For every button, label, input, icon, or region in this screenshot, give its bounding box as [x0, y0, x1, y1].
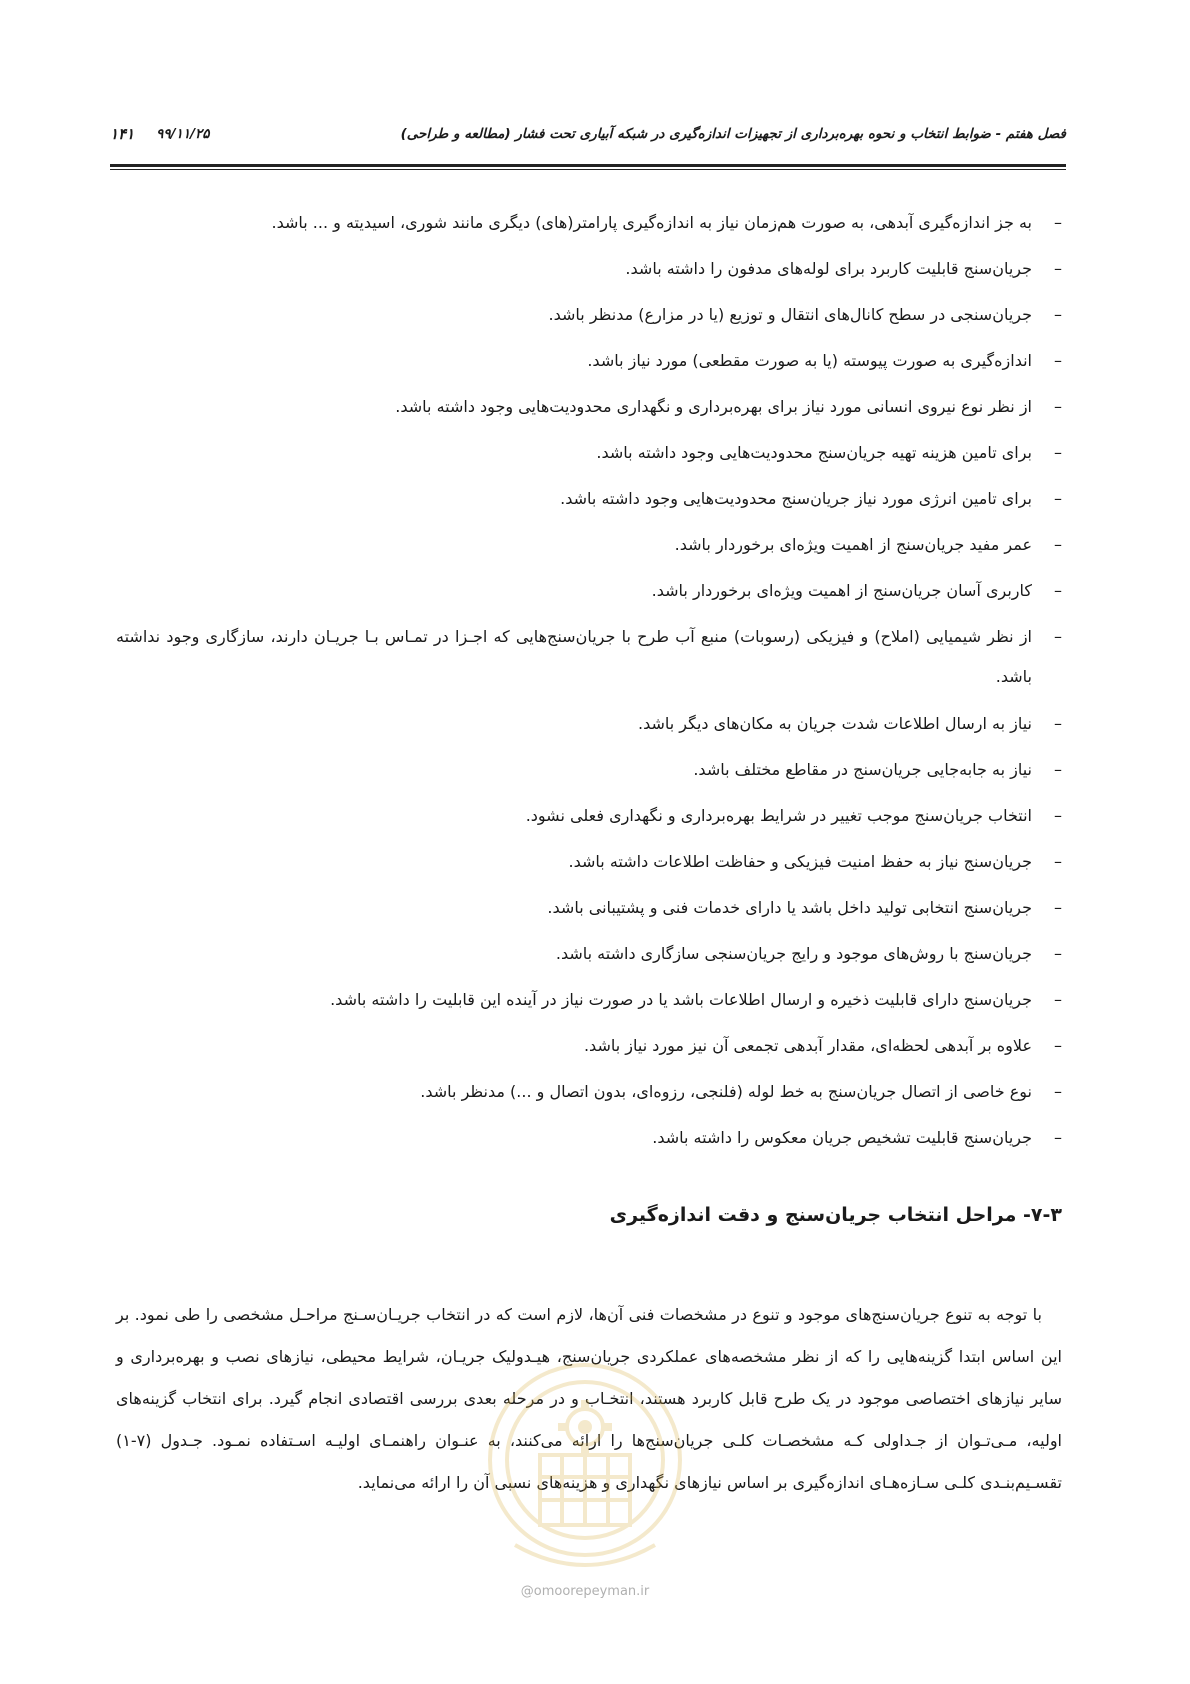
bullet-dash-icon: – — [1054, 1128, 1062, 1147]
section-heading: ۷-۳- مراحل انتخاب جریان‌سنج و دقت اندازه‌گیری — [609, 1204, 1062, 1226]
bullet-dash-icon: – — [1054, 305, 1062, 324]
bullet-item — [116, 805, 1062, 827]
bullet-dash-icon: – — [1054, 806, 1062, 825]
bullet-text: نیاز به ارسال اطلاعات شدت جریان به مکان‌های دیگر باشد. — [638, 714, 1032, 733]
bullet-item — [116, 442, 1062, 464]
bullet-text: از نظر نوع نیروی انسانی مورد نیاز برای بهره‌برداری و نگهداری محدودیت‌هایی وجود داشته باشد. — [395, 397, 1032, 416]
bullet-dash-icon: – — [1054, 898, 1062, 917]
criteria-bullet-list — [116, 212, 1062, 1173]
bullet-item — [116, 304, 1062, 326]
bullet-item — [116, 534, 1062, 556]
bullet-text: نیاز به جابه‌جایی جریان‌سنج در مقاطع مختلف باشد. — [693, 760, 1032, 779]
bullet-dash-icon: – — [1054, 760, 1062, 779]
bullet-text: کاربری آسان جریان‌سنج از اهمیت ویژه‌ای برخوردار باشد. — [651, 581, 1032, 600]
bullet-dash-icon: – — [1054, 351, 1062, 370]
bullet-item — [116, 212, 1062, 234]
bullet-dash-icon: – — [1054, 213, 1062, 232]
header-title: فصل هفتم - ضوابط انتخاب و نحوه بهره‌برداری از تجهیزات اندازه‌گیری در شبکه آبیاری تحت فشار (مطالعه و طراحی) — [400, 126, 1066, 142]
bullet-item — [116, 580, 1062, 602]
bullet-dash-icon: – — [1054, 1082, 1062, 1101]
bullet-text: اندازه‌گیری به صورت پیوسته (یا به صورت مقطعی) مورد نیاز باشد. — [587, 351, 1032, 370]
bullet-text: جریان‌سنج انتخابی تولید داخل باشد یا دارای خدمات فنی و پشتیبانی باشد. — [547, 898, 1032, 917]
page-number: ۱۴۱ — [110, 125, 135, 143]
bullet-text: انتخاب جریان‌سنج موجب تغییر در شرایط بهره‌برداری و نگهداری فعلی نشود. — [525, 806, 1032, 825]
bullet-dash-icon: – — [1054, 990, 1062, 1009]
bullet-dash-icon: – — [1054, 397, 1062, 416]
bullet-text: جریان‌سنجی در سطح کانال‌های انتقال و توزیع (یا در مزارع) مدنظر باشد. — [548, 305, 1032, 324]
header-divider — [110, 164, 1066, 170]
bullet-item — [116, 488, 1062, 510]
bullet-item — [116, 1081, 1062, 1103]
bullet-dash-icon: – — [1054, 1036, 1062, 1055]
bullet-text: از نظر شیمیایی (املاح) و فیزیکی (رسوبات) منبع آب طرح با جریان‌سنج‌هایی که اجـزا در تمـاس بـا جریـان دارند، سازگاری وجود نداشته باشد. — [116, 627, 1032, 686]
bullet-text: به جز اندازه‌گیری آبدهی، به صورت هم‌زمان نیاز به اندازه‌گیری پارامتر(های) دیگری مانند شوری، اسیدیته و ... باشد. — [271, 213, 1032, 232]
bullet-text: علاوه بر آبدهی لحظه‌ای، مقدار آبدهی تجمعی آن نیز مورد نیاز باشد. — [583, 1036, 1032, 1055]
bullet-dash-icon: – — [1054, 714, 1062, 733]
bullet-dash-icon: – — [1054, 944, 1062, 963]
body-paragraph: با توجه به تنوع جریان‌سنج‌های موجود و تنوع در مشخصات فنی آن‌ها، لازم است که در انتخاب جریـان‌سـنج مراحـل مشخصی را طی نمود. بر این اساس ابتدا گزینه‌هایی را که از نظر مشخصه‌های عملکردی جریان‌سنج، هیـدولیک جریـان، شرایط محیطی، نیازهای نصب و بهره‌برداری و سایر نیازهای اختصاصی موجود در یک طرح قابل کاربرد هستند، انتخـاب و در مرحله بعدی بررسی اقتصادی انجام گیرد. برای انتخاب گزینه‌های اولیه، مـی‌تـوان از جـداولی کـه مشخصـات کلـی جریان‌سنج‌ها را ارائه می‌کنند، به عنـوان راهنمـای اولیـه اسـتفاده نمـود. جـدول (۷-۱) تقسـیم‌بنـدی کلـی سـازه‌هـای اندازه‌گیری بر اساس نیازهای نگهداری و هزینه‌های نسبی آن را ارائه می‌نماید. — [116, 1305, 1062, 1492]
bullet-item — [116, 396, 1062, 418]
bullet-item — [116, 851, 1062, 873]
bullet-dash-icon: – — [1054, 259, 1062, 278]
bullet-item — [116, 897, 1062, 919]
bullet-text: جریان‌سنج نیاز به حفظ امنیت فیزیکی و حفاظت اطلاعات داشته باشد. — [568, 852, 1032, 871]
bullet-item — [116, 1127, 1062, 1149]
running-header — [110, 125, 1066, 143]
bullet-text: نوع خاصی از اتصال جریان‌سنج به خط لوله (فلنجی، رزوه‌ای، بدون اتصال و ...) مدنظر باشد. — [420, 1082, 1032, 1101]
bullet-item — [116, 617, 1062, 697]
bullet-item — [116, 943, 1062, 965]
bullet-dash-icon: – — [1054, 627, 1062, 646]
header-date: ۹۹/۱۱/۲۵ — [156, 126, 210, 142]
bullet-text: جریان‌سنج دارای قابلیت ذخیره و ارسال اطلاعات باشد یا در صورت نیاز در آینده این قابلیت را داشته باشد. — [330, 990, 1032, 1009]
bullet-text: جریان‌سنج با روش‌های موجود و رایج جریان‌سنجی سازگاری داشته باشد. — [555, 944, 1032, 963]
bullet-text: عمر مفید جریان‌سنج از اهمیت ویژه‌ای برخوردار باشد. — [674, 535, 1032, 554]
bullet-item — [116, 759, 1062, 781]
bullet-item — [116, 989, 1062, 1011]
bullet-dash-icon: – — [1054, 443, 1062, 462]
bullet-dash-icon: – — [1054, 581, 1062, 600]
bullet-text: برای تامین انرژی مورد نیاز جریان‌سنج محدودیت‌هایی وجود داشته باشد. — [560, 489, 1032, 508]
bullet-text: جریان‌سنج قابلیت کاربرد برای لوله‌های مدفون را داشته باشد. — [625, 259, 1032, 278]
bullet-dash-icon: – — [1054, 489, 1062, 508]
bullet-item — [116, 1035, 1062, 1057]
watermark-text: @omoorepeyman.ir — [520, 1584, 650, 1599]
bullet-text: جریان‌سنج قابلیت تشخیص جریان معکوس را داشته باشد. — [652, 1128, 1032, 1147]
watermark-logo-icon — [480, 1355, 690, 1580]
bullet-item — [116, 350, 1062, 372]
bullet-dash-icon: – — [1054, 535, 1062, 554]
bullet-dash-icon: – — [1054, 852, 1062, 871]
bullet-item — [116, 713, 1062, 735]
bullet-item — [116, 258, 1062, 280]
bullet-text: برای تامین هزینه تهیه جریان‌سنج محدودیت‌هایی وجود داشته باشد. — [596, 443, 1032, 462]
